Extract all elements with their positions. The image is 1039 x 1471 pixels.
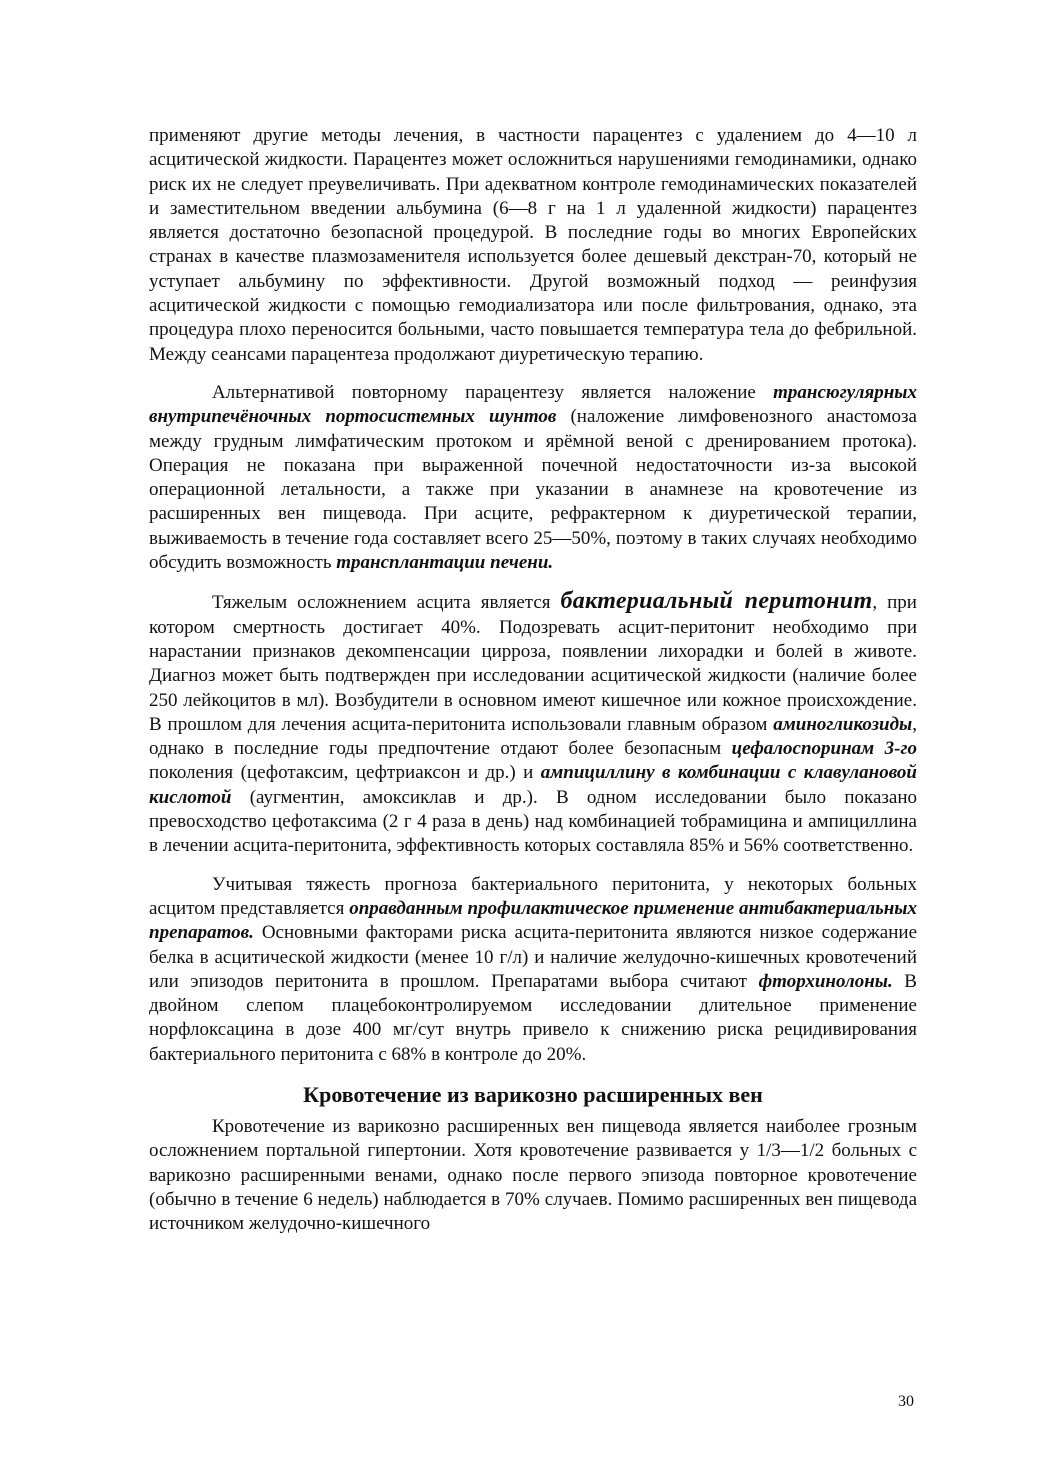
emphasis-ampicillin: ампициллину в комбинации с клавулановой кислотой	[149, 762, 917, 808]
paragraph-text: Кровотечение из варикозно расширенных вен пищевода является наиболее грозным осложнением портальной гипертонии. Хотя кровотечение развивается у 1/3—1/2 больных с варикозно расширенными венами, однако после первого эпизода повторное кровотечение (обычно в течение 6 недель) наблюдается в 70% случаев. Помимо расширенных вен пищевода источником желудочно-кишечного	[149, 1115, 917, 1235]
page-number: 30	[898, 1393, 914, 1410]
emphasis-fluoroquinolones: фторхинолоны.	[758, 970, 893, 992]
paragraph-text: (аугментин, амоксиклав и др.). В одном исследовании было показано превосходство цефотаксима (2 г 4 раза в день) над комбинацией тобрамицина и ампициллина в лечении асцита-перитонита, эффективность которых составляла 85% и 56% соответственно.	[149, 786, 917, 857]
paragraph-shunts	[149, 381, 917, 575]
paragraph-text: Альтернативой повторному парацентезу является наложение	[212, 381, 774, 403]
page-body	[149, 124, 917, 1250]
emphasis-aminoglycosides: аминогликозиды	[773, 713, 913, 735]
emphasis-shunts: трансюгулярных внутрипечёночных портосистемных шунтов	[149, 381, 917, 428]
paragraph-text: Основными факторами риска асцита-перитонита являются низкое содержание белка в асцитической жидкости (менее 10 г/л) и наличие желудочно-кишечных кровотечений или эпизодов перитонита в прошлом. Препаратами выбора считают	[149, 922, 917, 992]
paragraph-paracentesis	[149, 124, 917, 367]
paragraph-text: (наложение лимфовенозного анастомоза между грудным лимфатическим протоком и ярёмной веной с дренированием протока). Операция не показана при выраженной почечной недостаточности из-за высокой операционной летальности, а также при указании в анамнезе на кровотечение из расширенных вен пищевода. При асците, рефрактерном к диуретической терапии, выживаемость в течение года составляет всего 25—50%, поэтому в таких случаях необходимо обсудить возможность	[149, 406, 917, 574]
paragraph-text: , однако в последние годы предпочтение отдают более безопасным	[149, 713, 917, 760]
emphasis-cephalosporins: цефалоспоринам 3-го	[731, 738, 917, 760]
emphasis-liver-transplant: трансплантации печени.	[336, 552, 554, 574]
emphasis-bacterial-peritonitis: бактериальный перитонит	[560, 588, 873, 615]
paragraph-prophylaxis	[149, 873, 917, 1067]
paragraph-text: Учитывая тяжесть прогноза бактериального перитонита, у некоторых больных асцитом представляется	[149, 873, 917, 919]
paragraph-peritonitis	[149, 589, 917, 858]
paragraph-text: Тяжелым осложнением асцита является	[212, 592, 561, 614]
paragraph-variceal-bleeding	[149, 1115, 917, 1236]
section-heading: Кровотечение из варикозно расширенных вен	[303, 1081, 763, 1107]
paragraph-text: В двойном слепом плацебоконтролируемом исследовании длительное применение норфлоксацина в дозе 400 мг/сут внутрь привело к снижению риска рецидивирования бактериального перитонита с 68% в контроле до 20%.	[149, 970, 917, 1065]
paragraph-text: поколения (цефотаксим, цефтриаксон и др.) и	[149, 762, 541, 784]
paragraph-text: , при котором смертность достигает 40%. Подозревать асцит-перитонит необходимо при нарастании признаков декомпенсации цирроза, появлении лихорадки и болей в животе. Диагноз может быть подтвержден при исследовании асцитической жидкости (наличие более 250 лейкоцитов в мл). Возбудители в основном имеют кишечное или кожное происхождение. В прошлом для лечения асцита-перитонита использовали главным образом	[149, 592, 917, 735]
emphasis-prophylactic-antibiotics: оправданным профилактическое применение антибактериальных препаратов.	[149, 897, 917, 944]
paragraph-text: применяют другие методы лечения, в частности парацентез с удалением до 4—10 л асцитической жидкости. Парацентез может осложниться нарушениями гемодинамики, однако риск их не следует преувеличивать. При адекватном контроле гемодинамических показателей и заместительном введении альбумина (6—8 г на 1 л удаленной жидкости) парацентез является достаточно безопасной процедурой. В последние годы во многих Европейских странах в качестве плазмозаменителя используется более дешевый декстран-70, который не уступает альбумину по эффективности. Другой возможный подход — реинфузия асцитической жидкости с помощью гемодиализатора или после фильтрования, однако, эта процедура плохо переносится больными, часто повышается температура тела до фебрильной. Между сеансами парацентеза продолжают диуретическую терапию.	[149, 125, 917, 365]
